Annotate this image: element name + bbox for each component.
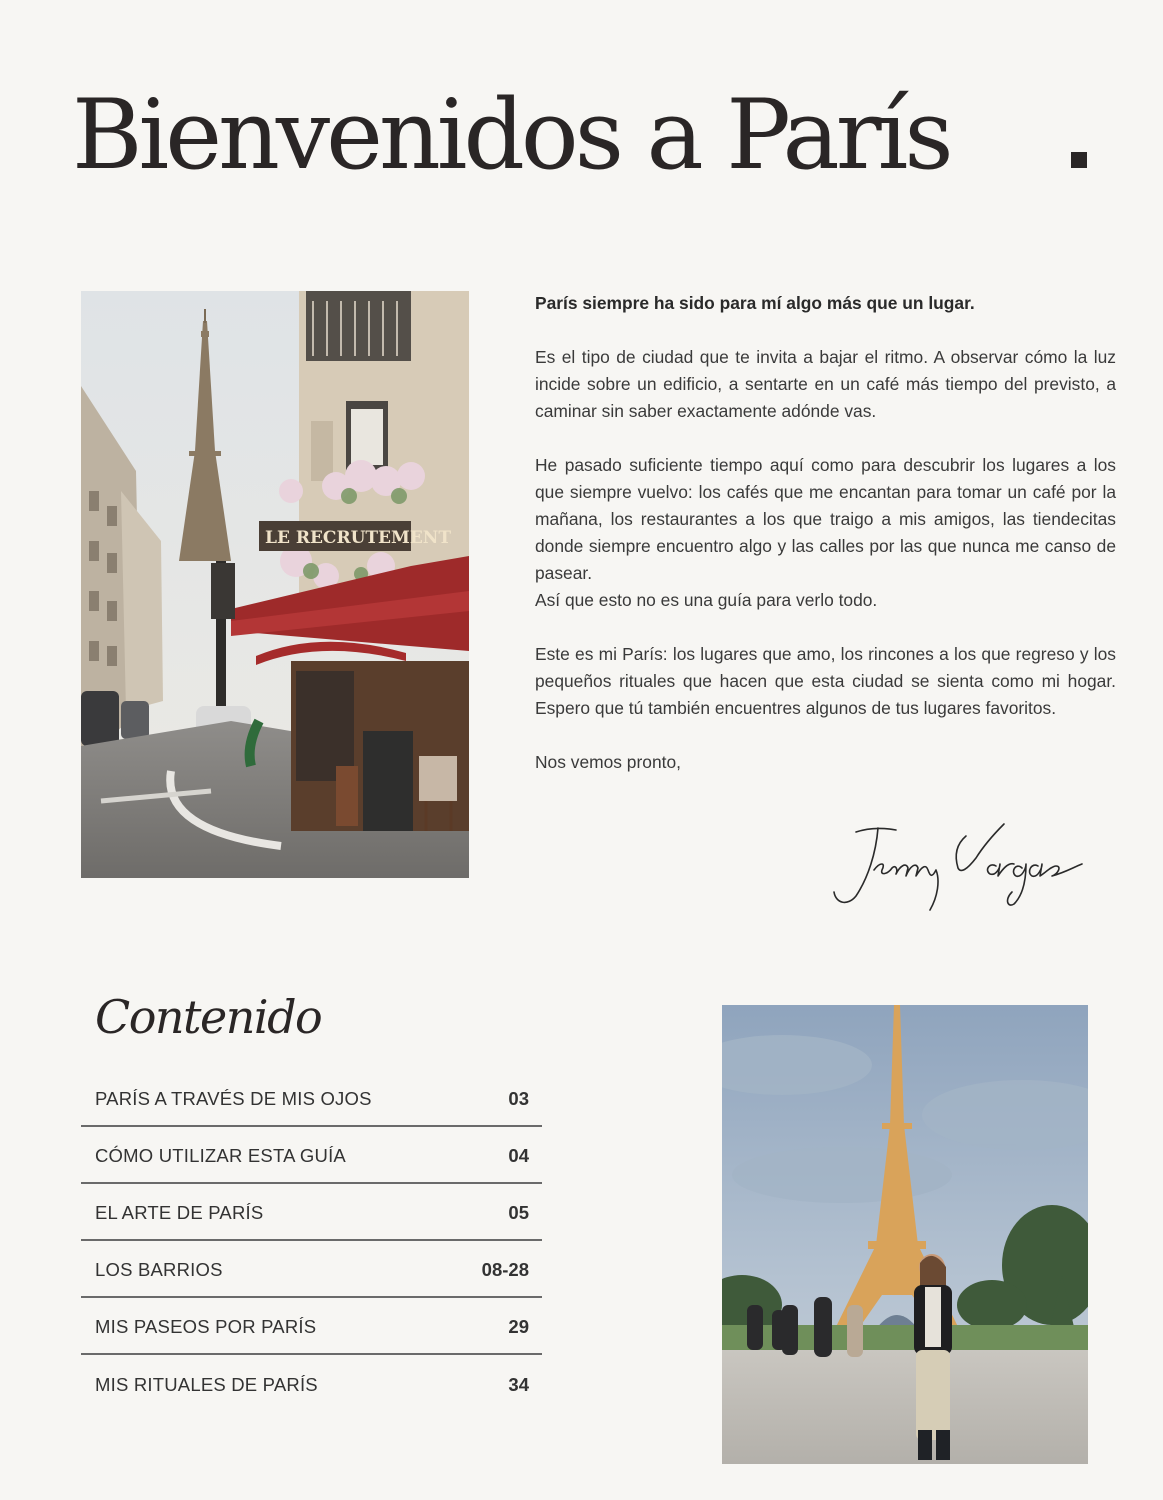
toc-item[interactable] (81, 1243, 542, 1298)
paris-cafe-street-photo (81, 291, 469, 878)
toc-item-label: EL ARTE DE PARÍS (95, 1201, 264, 1223)
letter-paragraph: Este es mi París: los lugares que amo, los rincones a los que regreso y los pequeños rituales que hacen que esta ciudad se sienta como mi hogar. Espero que tú también encuentres algunos de tus lugares favoritos. (535, 644, 1116, 718)
toc-item-label: CÓMO UTILIZAR ESTA GUÍA (95, 1144, 346, 1166)
toc-item-page: 05 (508, 1201, 529, 1223)
eiffel-tower-portrait-photo (722, 1005, 1088, 1464)
letter-lead: París siempre ha sido para mí algo más que un lugar. (535, 293, 975, 313)
letter-paragraph: Es el tipo de ciudad que te invita a bajar el ritmo. A observar cómo la luz incide sobre un edificio, a sentarte en un café más tiempo del previsto, a caminar sin saber exactamente adónde vas. (535, 347, 1116, 421)
letter-paragraph: He pasado suficiente tiempo aquí como para descubrir los lugares a los que siempre vuelvo: los cafés que me encantan para tomar un café por la mañana, los restaurantes a los que traigo a mis amigos, las tiendecitas donde siempre encuentro algo y las calles por las que nunca me canso de pasear. (535, 455, 1116, 583)
toc-item-page: 08-28 (481, 1258, 529, 1280)
toc-item-page: 29 (508, 1315, 529, 1337)
page-title: Bienvenidos a París (72, 79, 950, 191)
table-of-contents (81, 1072, 542, 1414)
toc-title: Contenido (95, 990, 322, 1044)
toc-item[interactable] (81, 1300, 542, 1355)
toc-item-label: PARÍS A TRAVÉS DE MIS OJOS (95, 1087, 372, 1109)
decorative-square (1071, 152, 1087, 168)
letter-paragraph: Así que esto no es una guía para verlo todo. (535, 590, 878, 610)
letter-closing: Nos vemos pronto, (535, 752, 681, 772)
toc-item-label: MIS PASEOS POR PARÍS (95, 1315, 317, 1337)
toc-item-label: MIS RITUALES DE PARÍS (95, 1373, 318, 1395)
toc-item[interactable] (81, 1129, 542, 1184)
toc-item[interactable] (81, 1357, 542, 1412)
toc-item-page: 04 (508, 1144, 529, 1166)
toc-item[interactable] (81, 1072, 542, 1127)
toc-item-label: LOS BARRIOS (95, 1258, 223, 1280)
handwritten-signature (826, 818, 1088, 913)
toc-item-page: 03 (508, 1087, 529, 1109)
toc-item-page: 34 (508, 1373, 529, 1395)
welcome-letter (535, 290, 1116, 803)
cafe-sign-text: LE RECRUTEMENT (265, 528, 451, 548)
toc-item[interactable] (81, 1186, 542, 1241)
